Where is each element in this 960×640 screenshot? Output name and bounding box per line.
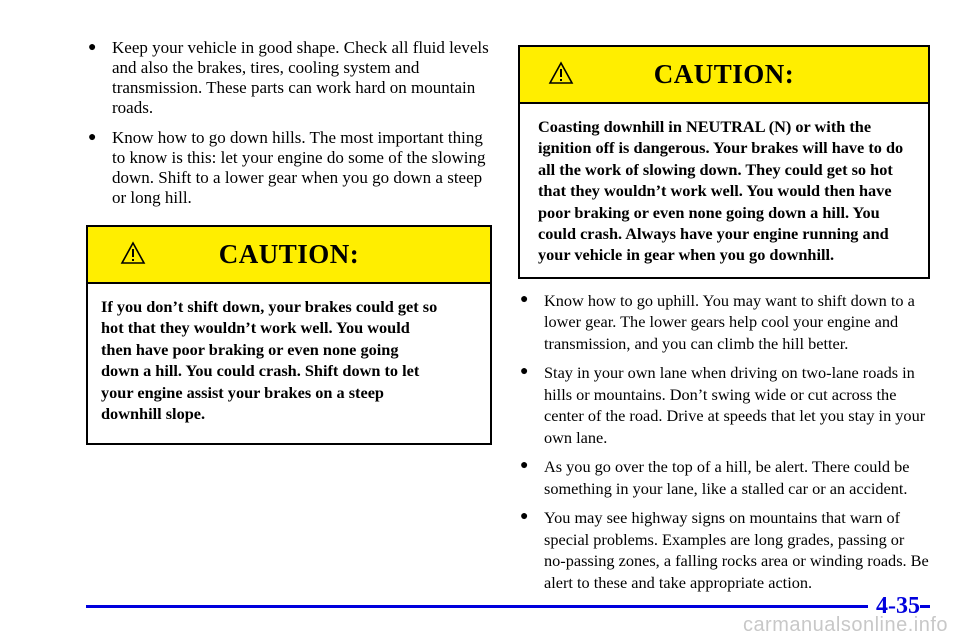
caution-header: [520, 47, 928, 104]
footer-rule: [86, 605, 930, 608]
list-item-text: Stay in your own lane when driving on two-lane roads in hills or mountains. Don’t swing wide or cut across the center of the road. Drive at speeds that let you stay in your own lane.: [544, 363, 926, 447]
list-item: [86, 128, 492, 208]
right-column: [518, 45, 930, 601]
left-column: [86, 38, 492, 445]
bullet-icon: ●: [520, 458, 529, 474]
caution-text: Coasting downhill in NEUTRAL (N) or with the ignition off is dangerous. Your brakes will have to do all the work of slowing down. They could get so hot that they wouldn’t work well. You would then have poor braking or even none going down a hill. You could crash. Always have your engine running and your vehicle in gear when you go downhill.: [538, 117, 904, 265]
list-item: [518, 362, 930, 448]
right-bullet-list: [518, 290, 930, 594]
list-item: [518, 290, 930, 355]
caution-title: CAUTION:: [653, 59, 795, 89]
caution-box-left: [86, 225, 492, 445]
caution-text: If you don’t shift down, your brakes could get so hot that they wouldn’t work well. You would then have poor braking or even none going down a hill. You could crash. Shift down to let your engine assist your brakes on a steep downhill slope.: [101, 297, 438, 424]
bullet-icon: ●: [520, 509, 529, 525]
bullet-icon: ●: [520, 364, 529, 380]
warning-triangle-icon: [548, 61, 574, 85]
caution-title: CAUTION:: [218, 239, 360, 269]
bullet-icon: ●: [88, 40, 97, 55]
list-item: [518, 456, 930, 499]
caution-header: [88, 227, 490, 284]
list-item-text: Keep your vehicle in good shape. Check all fluid levels and also the brakes, tires, cooling system and transmission. These parts can work hard on mountain roads.: [112, 38, 489, 117]
page-number: 4-35: [868, 593, 920, 620]
watermark: carmanualsonline.info: [742, 614, 948, 636]
list-item-text: As you go over the top of a hill, be alert. There could be something in your lane, like a stalled car or an accident.: [544, 457, 910, 498]
list-item-text: Know how to go uphill. You may want to shift down to a lower gear. The lower gears help cool your engine and transmission, and you can climb the hill better.: [544, 290, 915, 353]
list-item-text: Know how to go down hills. The most important thing to know is this: let your engine do some of the slowing down. Shift to a lower gear when you go down a steep or long hill.: [112, 128, 486, 207]
list-item: [518, 507, 930, 593]
list-item-text: You may see highway signs on mountains that warn of special problems. Examples are long grades, passing or no-passing zones, a falling rocks area or winding roads. Be alert to these and take appropriate action.: [544, 508, 929, 592]
list-item: [86, 38, 492, 118]
left-bullet-list: [86, 38, 492, 208]
bullet-icon: ●: [520, 291, 529, 307]
caution-box-right: [518, 45, 930, 279]
warning-triangle-icon: [120, 241, 146, 265]
bullet-icon: ●: [88, 130, 97, 145]
